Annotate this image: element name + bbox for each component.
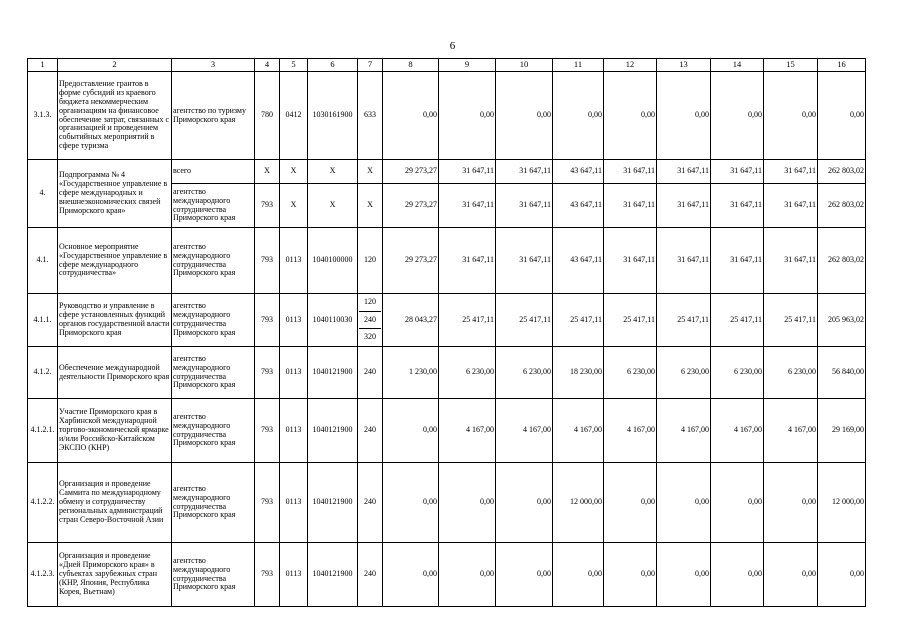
- row-value: 56 840,00: [818, 347, 866, 399]
- row-rzpr: X: [280, 184, 308, 228]
- row-vr: 633: [358, 72, 383, 160]
- row-csr: X: [308, 160, 358, 184]
- row-value: 31 647,11: [604, 184, 657, 228]
- row-value: 29 273,27: [383, 184, 439, 228]
- row-csr: X: [308, 184, 358, 228]
- row-rzpr: 0412: [280, 72, 308, 160]
- row-csr: 1040100000: [308, 228, 358, 294]
- row-value: 205 963,02: [818, 294, 866, 347]
- row-number: 3.1.3.: [28, 72, 58, 160]
- row-value: 0,00: [383, 463, 439, 543]
- row-value: 25 417,11: [657, 294, 711, 347]
- row-executor: агентство международного сотрудничества Приморского края: [172, 184, 255, 228]
- row-csr: 1030161900: [308, 72, 358, 160]
- row-value: 6 230,00: [764, 347, 818, 399]
- row-vr-code: 240: [359, 312, 381, 330]
- row-grbs: 793: [255, 184, 280, 228]
- header-cell: 11: [553, 59, 604, 72]
- row-value: 0,00: [711, 72, 764, 160]
- table-row: [28, 347, 866, 399]
- row-value: 25 417,11: [711, 294, 764, 347]
- budget-table: [27, 58, 866, 607]
- row-value: 262 803,02: [818, 184, 866, 228]
- row-number: 4.1.2.1.: [28, 399, 58, 463]
- row-name: Основное мероприятие «Государственное управление в сфере международного сотрудничества»: [58, 228, 172, 294]
- row-grbs: 793: [255, 294, 280, 347]
- row-value: 31 647,11: [764, 228, 818, 294]
- row-number: 4.1.: [28, 228, 58, 294]
- row-number: 4.: [28, 160, 58, 228]
- row-value: 0,00: [711, 463, 764, 543]
- row-csr: 1040110030: [308, 294, 358, 347]
- row-name: Участие Приморского края в Харбинской международной торгово-экономической ярмарке и/или Российско-Китайском ЭКСПО (КНР): [58, 399, 172, 463]
- row-value: 262 803,02: [818, 228, 866, 294]
- row-value: 0,00: [604, 463, 657, 543]
- header-cell: 6: [308, 59, 358, 72]
- row-number: 4.1.2.: [28, 347, 58, 399]
- row-rzpr: 0113: [280, 347, 308, 399]
- row-csr: 1040121900: [308, 543, 358, 607]
- row-executor: агентство международного сотрудничества Приморского края: [172, 294, 255, 347]
- header-cell: 3: [172, 59, 255, 72]
- row-vr: 240: [358, 399, 383, 463]
- row-csr: 1040121900: [308, 463, 358, 543]
- header-cell: 10: [496, 59, 553, 72]
- row-value: 4 167,00: [496, 399, 553, 463]
- row-value: 31 647,11: [496, 228, 553, 294]
- row-csr: 1040121900: [308, 399, 358, 463]
- row-value: 31 647,11: [711, 228, 764, 294]
- row-vr-code: 320: [364, 332, 376, 342]
- row-vr: X: [358, 160, 383, 184]
- table-row: [28, 160, 866, 184]
- row-executor: всего: [172, 160, 255, 184]
- row-value: 31 647,11: [439, 228, 496, 294]
- row-rzpr: 0113: [280, 543, 308, 607]
- row-value: 0,00: [383, 72, 439, 160]
- row-executor: агентство международного сотрудничества Приморского края: [172, 463, 255, 543]
- row-grbs: 793: [255, 463, 280, 543]
- row-value: 0,00: [604, 72, 657, 160]
- row-value: 4 167,00: [711, 399, 764, 463]
- header-cell: 5: [280, 59, 308, 72]
- row-value: 4 167,00: [657, 399, 711, 463]
- row-number: 4.1.1.: [28, 294, 58, 347]
- row-vr-code: 120: [359, 294, 381, 312]
- row-value: 31 647,11: [604, 160, 657, 184]
- row-value: 0,00: [553, 543, 604, 607]
- row-vr: 240: [358, 543, 383, 607]
- row-value: 0,00: [711, 543, 764, 607]
- row-value: 0,00: [818, 543, 866, 607]
- table-row: [28, 294, 866, 347]
- row-value: 0,00: [496, 543, 553, 607]
- row-grbs: 793: [255, 347, 280, 399]
- row-value: 43 647,11: [553, 228, 604, 294]
- row-value: 4 167,00: [604, 399, 657, 463]
- row-grbs: 793: [255, 399, 280, 463]
- row-value: 0,00: [657, 543, 711, 607]
- table-row: [28, 543, 866, 607]
- table-row: [28, 228, 866, 294]
- row-rzpr: X: [280, 160, 308, 184]
- row-vr: 120: [358, 228, 383, 294]
- row-value: 0,00: [764, 463, 818, 543]
- row-value: 31 647,11: [496, 184, 553, 228]
- row-rzpr: 0113: [280, 294, 308, 347]
- header-cell: 9: [439, 59, 496, 72]
- row-value: 25 417,11: [764, 294, 818, 347]
- page-number: 6: [449, 40, 456, 52]
- row-value: 31 647,11: [657, 160, 711, 184]
- header-cell: 13: [657, 59, 711, 72]
- row-vr: X: [358, 184, 383, 228]
- row-value: 31 647,11: [657, 228, 711, 294]
- row-rzpr: 0113: [280, 228, 308, 294]
- row-value: 29 273,27: [383, 160, 439, 184]
- row-vr: [358, 294, 383, 347]
- row-value: 0,00: [496, 72, 553, 160]
- row-grbs: 793: [255, 228, 280, 294]
- row-name: Предоставление грантов в форме субсидий из краевого бюджета некоммерческим организациям на финансовое обеспечение затрат, связанных с организацией и проведением событийных мероприятий в сфере туризма: [58, 72, 172, 160]
- header-row: [28, 59, 866, 72]
- row-grbs: X: [255, 160, 280, 184]
- row-value: 0,00: [553, 72, 604, 160]
- row-executor: агентство международного сотрудничества Приморского края: [172, 399, 255, 463]
- row-value: 31 647,11: [764, 160, 818, 184]
- row-value: 25 417,11: [439, 294, 496, 347]
- row-vr: 240: [358, 347, 383, 399]
- header-cell: 16: [818, 59, 866, 72]
- row-vr: 240: [358, 463, 383, 543]
- row-value: 31 647,11: [657, 184, 711, 228]
- row-value: 0,00: [439, 463, 496, 543]
- row-value: 0,00: [657, 72, 711, 160]
- header-cell: 8: [383, 59, 439, 72]
- row-value: 31 647,11: [439, 160, 496, 184]
- row-value: 4 167,00: [764, 399, 818, 463]
- row-value: 1 230,00: [383, 347, 439, 399]
- row-name: Подпрограмма № 4 «Государственное управление в сфере международных и внешнеэкономических связей Приморского края»: [58, 160, 172, 228]
- row-number: 4.1.2.2.: [28, 463, 58, 543]
- row-rzpr: 0113: [280, 463, 308, 543]
- row-executor: агентство по туризму Приморского края: [172, 72, 255, 160]
- row-value: 6 230,00: [604, 347, 657, 399]
- table-row: [28, 463, 866, 543]
- row-value: 31 647,11: [604, 228, 657, 294]
- row-value: 12 000,00: [553, 463, 604, 543]
- row-value: 0,00: [496, 463, 553, 543]
- row-value: 29 169,00: [818, 399, 866, 463]
- row-rzpr: 0113: [280, 399, 308, 463]
- row-value: 25 417,11: [553, 294, 604, 347]
- row-value: 31 647,11: [496, 160, 553, 184]
- header-cell: 1: [28, 59, 58, 72]
- row-value: 31 647,11: [439, 184, 496, 228]
- row-grbs: 780: [255, 72, 280, 160]
- row-value: 43 647,11: [553, 160, 604, 184]
- row-value: 6 230,00: [657, 347, 711, 399]
- row-name: Организация и проведение Саммита по международному обмену и сотрудничеству региональных администраций стран Северо-Восточной Азии: [58, 463, 172, 543]
- row-executor: агентство международного сотрудничества Приморского края: [172, 228, 255, 294]
- row-value: 4 167,00: [553, 399, 604, 463]
- row-value: 0,00: [657, 463, 711, 543]
- row-grbs: 793: [255, 543, 280, 607]
- row-csr: 1040121900: [308, 347, 358, 399]
- row-value: 6 230,00: [496, 347, 553, 399]
- row-name: Обеспечение международной деятельности Приморского края: [58, 347, 172, 399]
- row-value: 43 647,11: [553, 184, 604, 228]
- row-value: 28 043,27: [383, 294, 439, 347]
- row-value: 0,00: [383, 543, 439, 607]
- row-value: 0,00: [439, 543, 496, 607]
- row-name: Руководство и управление в сфере установленных функций органов государственной власти Приморского края: [58, 294, 172, 347]
- row-value: 12 000,00: [818, 463, 866, 543]
- row-value: 0,00: [383, 399, 439, 463]
- row-value: 0,00: [764, 543, 818, 607]
- row-executor: агентство международного сотрудничества Приморского края: [172, 543, 255, 607]
- header-cell: 15: [764, 59, 818, 72]
- row-value: 31 647,11: [711, 160, 764, 184]
- row-value: 18 230,00: [553, 347, 604, 399]
- header-cell: 2: [58, 59, 172, 72]
- row-value: 262 803,02: [818, 160, 866, 184]
- row-value: 31 647,11: [711, 184, 764, 228]
- header-cell: 14: [711, 59, 764, 72]
- row-value: 31 647,11: [764, 184, 818, 228]
- row-value: 0,00: [764, 72, 818, 160]
- row-value: 6 230,00: [711, 347, 764, 399]
- header-cell: 4: [255, 59, 280, 72]
- row-value: 6 230,00: [439, 347, 496, 399]
- header-cell: 7: [358, 59, 383, 72]
- row-executor: агентство международного сотрудничества Приморского края: [172, 347, 255, 399]
- row-value: 4 167,00: [439, 399, 496, 463]
- row-value: 0,00: [818, 72, 866, 160]
- header-cell: 12: [604, 59, 657, 72]
- row-value: 25 417,11: [604, 294, 657, 347]
- row-value: 0,00: [439, 72, 496, 160]
- row-value: 29 273,27: [383, 228, 439, 294]
- row-value: 25 417,11: [496, 294, 553, 347]
- row-value: 0,00: [604, 543, 657, 607]
- table-row: [28, 399, 866, 463]
- table-row: [28, 72, 866, 160]
- row-number: 4.1.2.3.: [28, 543, 58, 607]
- row-name: Организация и проведение «Дней Приморского края» в субъектах зарубежных стран (КНР, Япония, Республика Корея, Вьетнам): [58, 543, 172, 607]
